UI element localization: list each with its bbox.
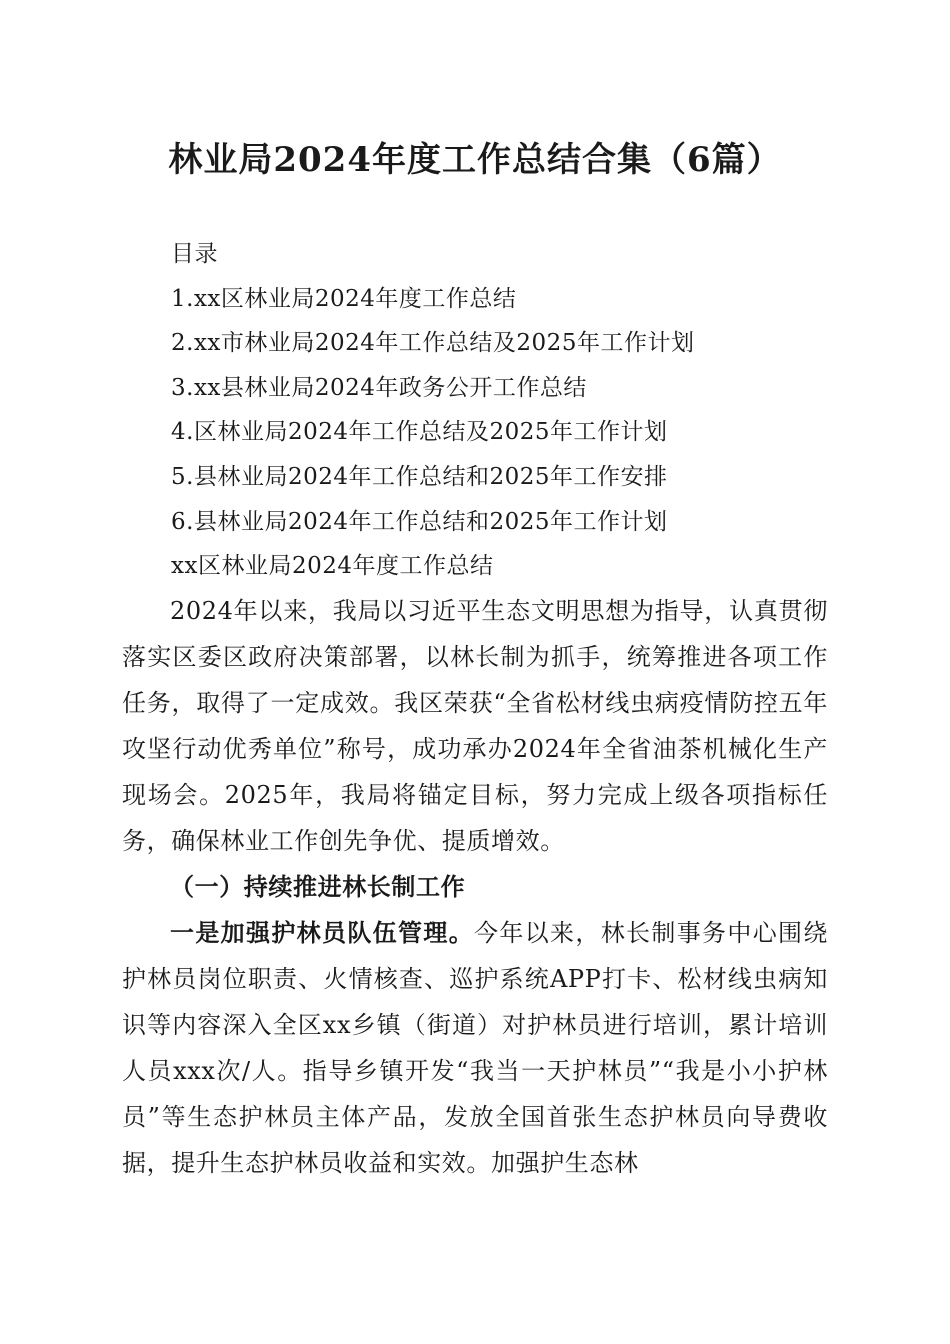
toc-item-6[interactable]: 6.县林业局2024年工作总结和2025年工作计划	[171, 508, 668, 535]
section-heading: （一）持续推进林长制工作	[170, 872, 466, 901]
document-body	[122, 588, 828, 1186]
toc-item-4[interactable]: 4.区林业局2024年工作总结及2025年工作计划	[171, 419, 668, 446]
section-title: xx区林业局2024年度工作总结	[171, 553, 494, 580]
toc-item-5[interactable]: 5.县林业局2024年工作总结和2025年工作安排	[171, 463, 668, 490]
toc-heading: 目录	[171, 241, 218, 267]
toc-item-3[interactable]: 3.xx县林业局2024年政务公开工作总结	[171, 374, 587, 401]
paragraph-2-lead: 一是加强护林员队伍管理。	[170, 918, 475, 947]
toc-item-2[interactable]: 2.xx市林业局2024年工作总结及2025年工作计划	[171, 330, 695, 357]
intro-paragraph: 2024年以来，我局以习近平生态文明思想为指导，认真贯彻落实区委区政府决策部署，以林长制为抓手，统筹推进各项工作任务，取得了一定成效。我区荣获“全省松材线虫病疫情防控五年攻坚行动优秀单位”称号，成功承办2024年全省油茶机械化生产现场会。2025年，我局将锚定目标，努力完成上级各项指标任务，确保林业工作创先争优、提质增效。	[122, 597, 828, 855]
document-title: 林业局2024年度工作总结合集（6篇）	[168, 140, 782, 180]
paragraph-2	[122, 910, 828, 1186]
table-of-contents	[171, 232, 871, 589]
toc-item-1[interactable]: 1.xx区林业局2024年度工作总结	[171, 285, 517, 312]
paragraph-2-text: 今年以来，林长制事务中心围绕护林员岗位职责、火情核查、巡护系统APP打卡、松材线虫病知识等内容深入全区xx乡镇（街道）对护林员进行培训，累计培训人员xxx次/人。指导乡镇开发“我当一天护林员”“我是小小护林员”等生态护林员主体产品，发放全国首张生态护林员向导费收据，提升生态护林员收益和实效。加强护生态林	[122, 919, 828, 1177]
